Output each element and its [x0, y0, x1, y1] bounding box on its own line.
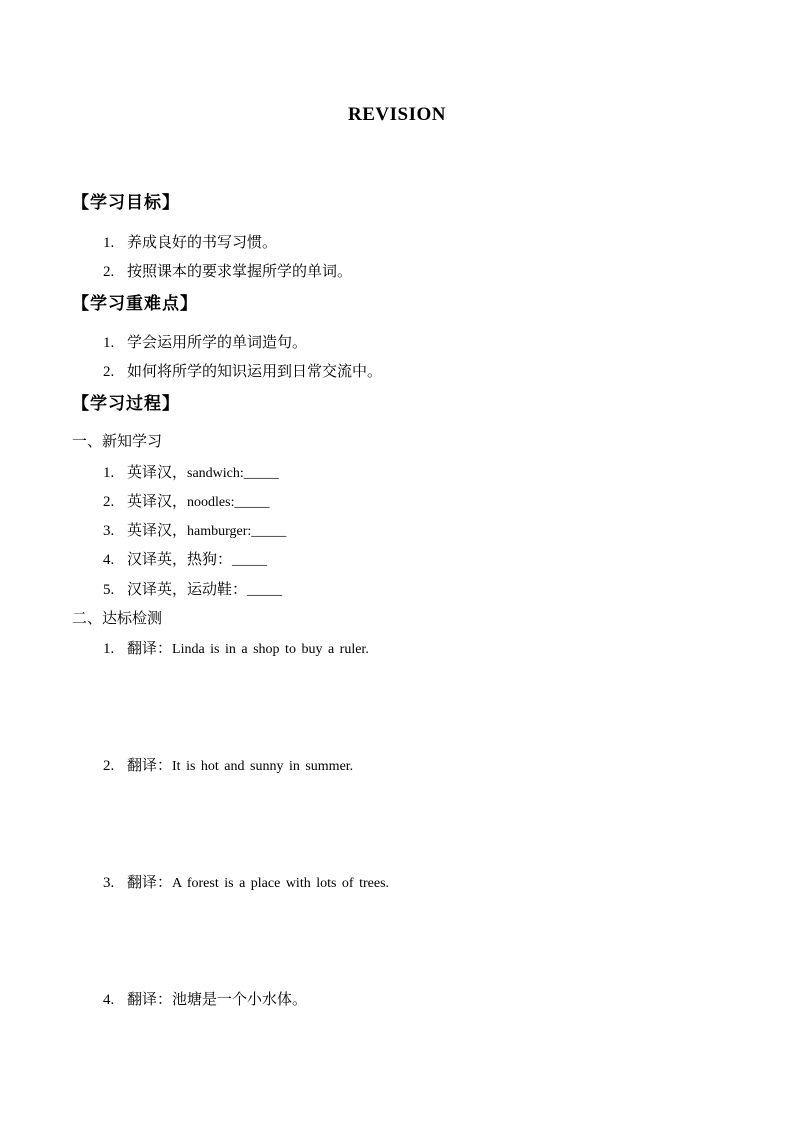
item-number: 1. — [103, 235, 115, 251]
item-number: 1. — [103, 465, 115, 481]
translation-item — [103, 637, 369, 658]
goals-heading: 【学习目标】 — [72, 193, 180, 213]
answer-blank: _____ — [247, 583, 283, 598]
answer-blank: _____ — [232, 553, 268, 568]
part2-heading: 二、达标检测 — [72, 609, 163, 627]
item-text: 如何将所学的知识运用到日常交流中。 — [127, 362, 383, 380]
item-prefix: 英译汉， — [127, 492, 188, 510]
process-heading: 【学习过程】 — [72, 394, 180, 414]
answer-blank: _____ — [243, 466, 279, 481]
item-number: 1. — [103, 335, 115, 351]
key-point-item — [103, 360, 382, 381]
item-prefix: 汉译英， — [127, 550, 188, 568]
item-number: 2. — [103, 264, 115, 280]
item-sentence: Linda is in a shop to buy a ruler. — [172, 642, 369, 657]
item-prefix: 英译汉， — [127, 521, 188, 539]
item-number: 1. — [103, 641, 115, 657]
vocab-item — [103, 490, 269, 511]
item-prefix: 翻译： — [127, 756, 173, 774]
key-points-heading: 【学习重难点】 — [72, 294, 198, 314]
item-prefix: 翻译： — [127, 639, 173, 657]
item-word: sandwich: — [187, 466, 244, 481]
item-word: noodles: — [187, 495, 235, 510]
item-word: hamburger: — [187, 524, 252, 539]
translation-item — [103, 871, 389, 892]
item-word: 热狗： — [187, 550, 233, 568]
vocab-item — [103, 578, 282, 599]
key-point-item — [103, 331, 307, 352]
item-number: 2. — [103, 364, 115, 380]
vocab-item — [103, 519, 286, 540]
item-number: 4. — [103, 552, 115, 568]
item-number: 2. — [103, 758, 115, 774]
item-number: 2. — [103, 494, 115, 510]
item-prefix: 英译汉， — [127, 463, 188, 481]
item-number: 4. — [103, 992, 115, 1008]
answer-blank: _____ — [234, 495, 270, 510]
page-title: REVISION — [348, 104, 446, 125]
vocab-item — [103, 461, 279, 482]
item-sentence: A forest is a place with lots of trees. — [172, 876, 390, 891]
part1-heading: 一、新知学习 — [72, 432, 163, 450]
item-text: 养成良好的书写习惯。 — [127, 233, 278, 251]
translation-item — [103, 754, 353, 775]
item-prefix: 翻译： — [127, 873, 173, 891]
item-text: 学会运用所学的单词造句。 — [127, 333, 308, 351]
item-text: 按照课本的要求掌握所学的单词。 — [127, 262, 353, 280]
item-word: 运动鞋： — [187, 580, 248, 598]
vocab-item — [103, 548, 267, 569]
answer-blank: _____ — [251, 524, 287, 539]
item-number: 3. — [103, 875, 115, 891]
goal-item — [103, 260, 352, 281]
item-sentence: 池塘是一个小水体。 — [172, 990, 308, 1008]
item-sentence: It is hot and sunny in summer. — [172, 759, 354, 774]
item-prefix: 汉译英， — [127, 580, 188, 598]
translation-item — [103, 988, 307, 1009]
item-number: 3. — [103, 523, 115, 539]
goal-item — [103, 231, 277, 252]
item-number: 5. — [103, 582, 115, 598]
item-prefix: 翻译： — [127, 990, 173, 1008]
